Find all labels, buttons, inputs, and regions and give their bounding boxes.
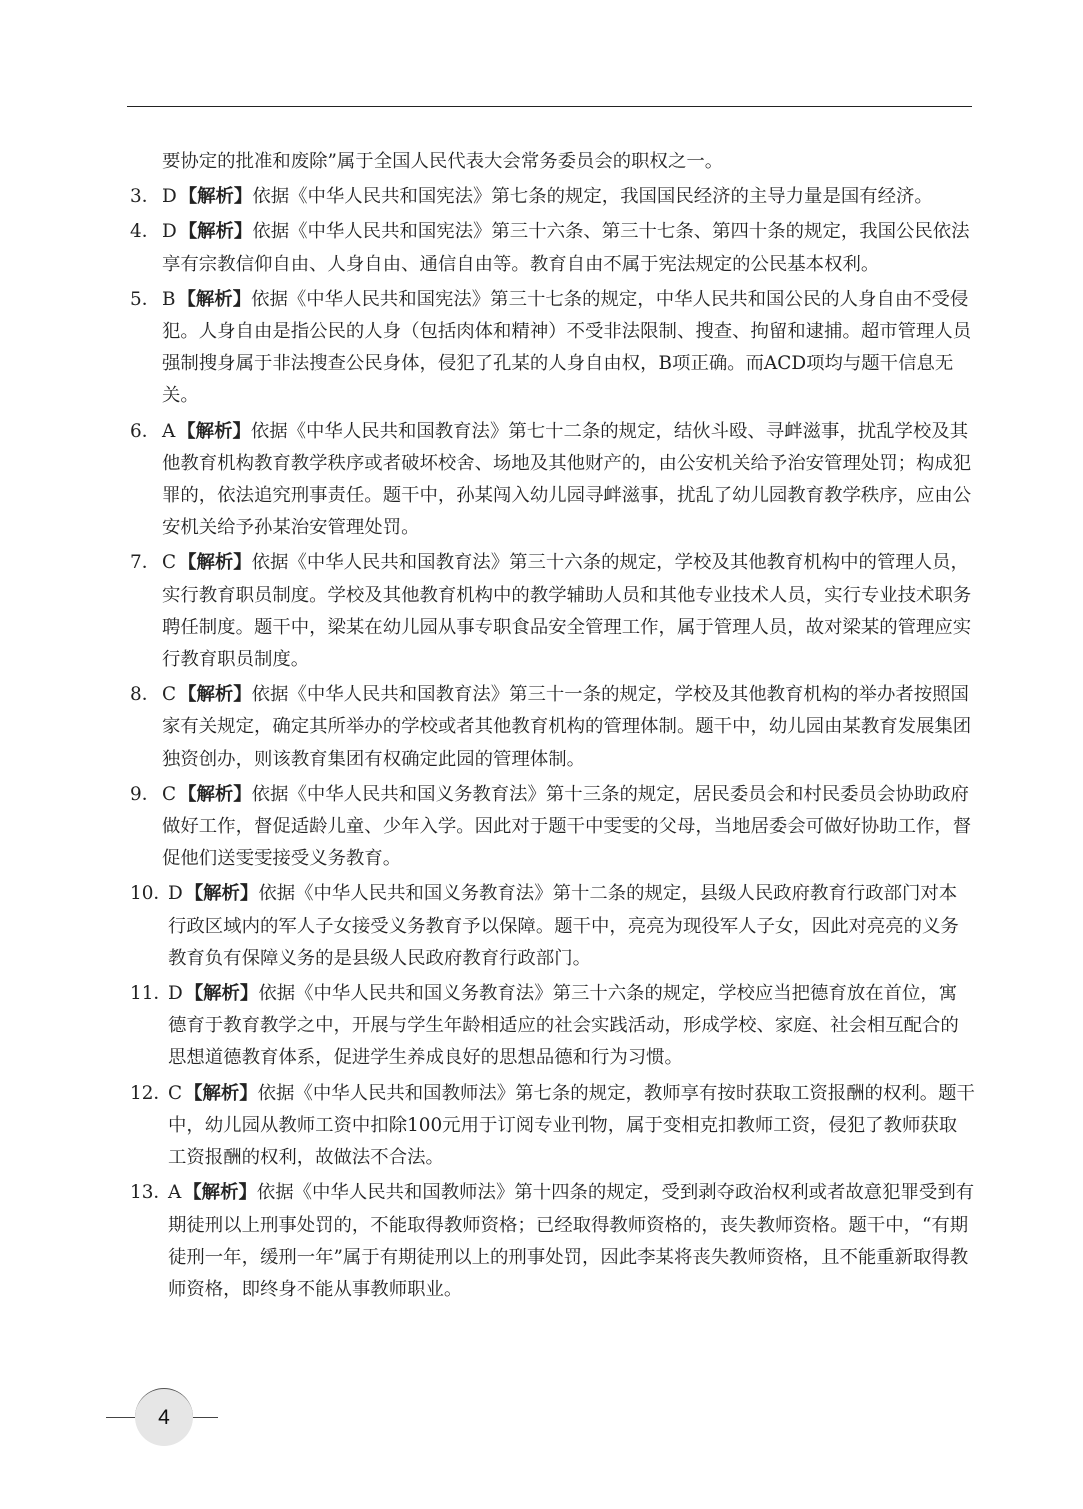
answer-letter: A [168,1182,182,1204]
answer-letter: D [168,983,183,1005]
analysis-tag: 【解析】 [178,552,252,574]
answer-letter: C [162,783,177,805]
answer-item [130,679,975,776]
item-number: 6． [130,420,161,442]
item-number: 11． [130,983,172,1005]
item-number: 10． [130,883,172,905]
analysis-tag: 【解析】 [177,288,252,310]
analysis-text: 依据《中华人民共和国宪法》第三十七条的规定，中华人民共和国公民的人身自由不受侵犯。人身自由是指公民的人身（包括肉体和精神）不受非法限制、搜查、拘留和逮捕。超市管理人员强制搜身属于非法搜查公民身体，侵犯了孔某的人身自由权，B项正确。而ACD项均与题干信息无关。 [162,288,972,407]
answer-item [130,1078,975,1175]
answer-letter: C [162,684,177,706]
answer-item [130,878,975,975]
answer-item [130,547,975,676]
item-number: 12． [130,1082,172,1104]
answer-letter: B [162,288,176,310]
analysis-tag: 【解析】 [183,1182,257,1204]
answer-letter: C [168,1082,183,1104]
item-number: 13． [130,1182,172,1204]
analysis-text: 依据《中华人民共和国教育法》第三十六条的规定，学校及其他教育机构中的管理人员，实行教育职员制度。学校及其他教育机构中的教学辅助人员和其他专业技术人员，实行专业技术职务聘任制度。题干中，梁某在幼儿园从事专职食品安全管理工作，属于管理人员，故对梁某的管理应实行教育职员制度。 [162,552,972,671]
answer-explanations [130,146,975,1309]
item-number: 4． [130,221,161,243]
analysis-tag: 【解析】 [178,684,252,706]
analysis-text: 依据《中华人民共和国义务教育法》第三十六条的规定，学校应当把德育放在首位，寓德育于教育教学之中，开展与学生年龄相适应的社会实践活动，形成学校、家庭、社会相互配合的思想道德教育体系，促进学生养成良好的思想品德和行为习惯。 [168,983,959,1069]
analysis-tag: 【解析】 [178,783,252,805]
analysis-text: 依据《中华人民共和国宪法》第三十六条、第三十七条、第四十条的规定，我国公民依法享有宗教信仰自由、人身自由、通信自由等。教育自由不属于宪法规定的公民基本权利。 [162,221,970,275]
footer-rule-left [106,1417,136,1418]
analysis-tag: 【解析】 [178,221,253,243]
analysis-text: 依据《中华人民共和国义务教育法》第十三条的规定，居民委员会和村民委员会协助政府做好工作，督促适龄儿童、少年入学。因此对于题干中雯雯的父母，当地居委会可做好协助工作，督促他们送雯雯接受义务教育。 [162,783,972,870]
answer-item [130,181,975,213]
analysis-text: 依据《中华人民共和国教育法》第三十一条的规定，学校及其他教育机构的举办者按照国家有关规定，确定其所举办的学校或者其他教育机构的管理体制。题干中，幼儿园由某教育发展集团独资创办，则该教育集团有权确定此园的管理体制。 [162,684,972,770]
analysis-tag: 【解析】 [184,883,259,905]
answer-item [130,284,975,413]
analysis-tag: 【解析】 [184,1082,258,1104]
answer-letter: D [162,186,177,208]
item-number: 5． [130,288,161,310]
answer-item [130,1177,975,1306]
analysis-tag: 【解析】 [184,983,259,1005]
item-number: 8． [130,684,161,706]
answer-letter: C [162,552,177,574]
answer-item [130,978,975,1075]
footer-rule-right [192,1417,218,1418]
analysis-text: 依据《中华人民共和国教师法》第十四条的规定，受到剥夺政治权利或者故意犯罪受到有期徒刑以上刑事处罚的，不能取得教师资格；已经取得教师资格的，丧失教师资格。题干中，“有期徒刑一年，缓刑一年”属于有期徒刑以上的刑事处罚，因此李某将丧失教师资格，且不能重新取得教师资格，即终身不能从事教师职业。 [168,1182,975,1300]
answer-letter: D [168,883,183,905]
item-number: 3． [130,186,161,208]
item-number: 7． [130,552,161,574]
analysis-text: 依据《中华人民共和国教师法》第七条的规定，教师享有按时获取工资报酬的权利。题干中，幼儿园从教师工资中扣除100元用于订阅专业刊物，属于变相克扣教师工资，侵犯了教师获取工资报酬的权利，故做法不合法。 [168,1082,975,1169]
answer-letter: A [162,420,176,442]
analysis-tag: 【解析】 [177,420,251,442]
continuation-paragraph: 要协定的批准和废除”属于全国人民代表大会常务委员会的职权之一。 [162,151,724,172]
analysis-text: 依据《中华人民共和国宪法》第七条的规定，我国国民经济的主导力量是国有经济。 [252,186,933,208]
analysis-tag: 【解析】 [178,186,253,208]
answer-letter: D [162,221,177,243]
answer-item [130,216,975,280]
analysis-text: 依据《中华人民共和国义务教育法》第十二条的规定，县级人民政府教育行政部门对本行政区域内的军人子女接受义务教育予以保障。题干中，亮亮为现役军人子女，因此对亮亮的义务教育负有保障义务的是县级人民政府教育行政部门。 [168,883,959,969]
answer-item [130,779,975,876]
analysis-text: 依据《中华人民共和国教育法》第七十二条的规定，结伙斗殴、寻衅滋事，扰乱学校及其他教育机构教育教学秩序或者破坏校舍、场地及其他财产的，由公安机关给予治安管理处罚；构成犯罪的，依法追究刑事责任。题干中，孙某闯入幼儿园寻衅滋事，扰乱了幼儿园教育教学秩序，应由公安机关给予孙某治安管理处罚。 [162,420,972,539]
header-rule [127,106,972,107]
answer-item [130,416,975,545]
page-number: 4 [135,1388,193,1446]
item-number: 9． [130,783,161,805]
